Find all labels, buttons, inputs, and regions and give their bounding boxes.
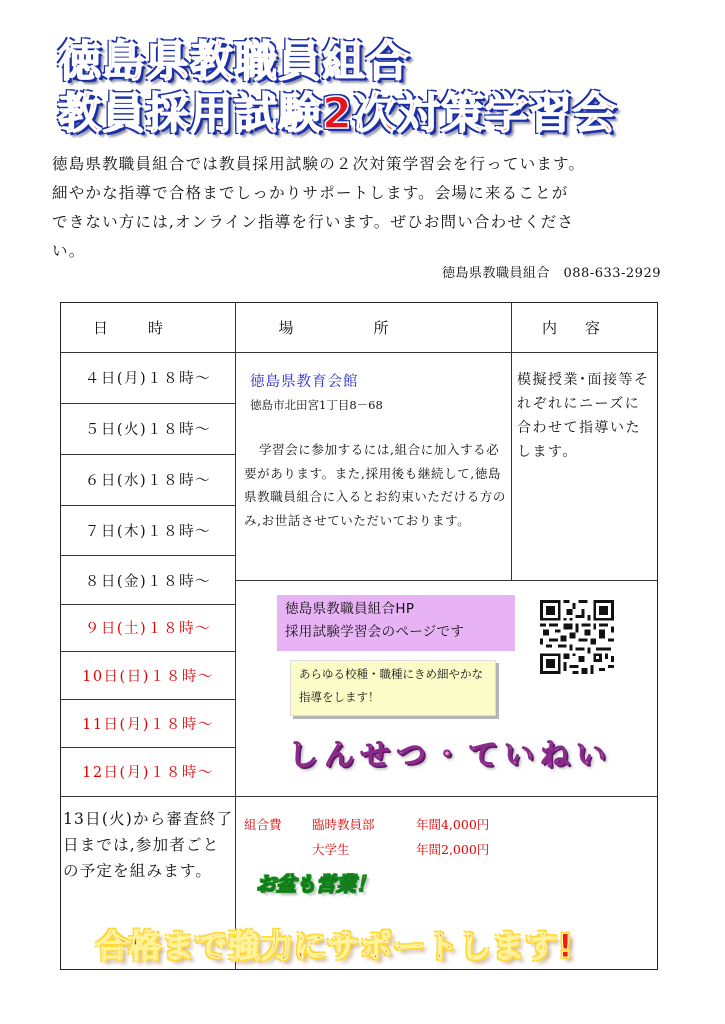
intro-text [52, 150, 682, 266]
date-cell: ７日(木)１８時～ [84, 523, 212, 540]
homepage-box-line: 採用試験学習会のページです [285, 624, 465, 640]
date-cell: ５日(火)１８時～ [84, 421, 212, 438]
date-cell-holiday: 10日(日)１８時～ [82, 668, 214, 685]
page-title-line1: 徳島県教職員組合 [58, 37, 410, 87]
fee-row [244, 837, 489, 862]
homepage-box-line: 徳島県教職員組合HP [285, 601, 415, 617]
header-content: 内容 [541, 318, 628, 337]
qr-code-icon[interactable] [540, 600, 614, 674]
contact-info: 徳島県教職員組合 088-633-2929 [442, 266, 661, 281]
obon-open-notice: お盆も営業！ [256, 872, 376, 896]
fee-amount: 年間4,000円 [416, 817, 490, 832]
fee-row [244, 812, 489, 837]
intro-line: い。 [52, 242, 86, 260]
date-cell-holiday: 11日(月)１８時～ [82, 716, 214, 733]
fee-category: 大学生 [312, 842, 350, 857]
table-divider [60, 796, 658, 797]
venue-note: 学習会に参加するには,組合に加入する必要があります。また,採用後も継続して,徳島県教職員組合に入るとお約束いただける方のみ,お世話させていただいております。 [244, 442, 507, 528]
fee-amount: 年間2,000円 [416, 842, 490, 857]
venue-name: 徳島県教育会館 [250, 374, 359, 390]
header-place: 場所 [278, 318, 469, 337]
intro-line: 徳島県教職員組合では教員採用試験の２次対策学習会を行っています。 [52, 155, 586, 173]
date-cell-holiday: ９日(土)１８時～ [84, 621, 212, 637]
fee-table [244, 812, 489, 862]
page-title-line2: 教員採用試験2次対策学習会 [58, 89, 617, 139]
date-cell: ６日(水)１８時～ [84, 472, 212, 489]
schedule-note: 13日(火)から審査終了日までは,参加者ごとの予定を組みます。 [63, 810, 234, 880]
date-cell-holiday: 12日(月)１８時～ [82, 765, 214, 781]
table-divider [235, 580, 658, 581]
fee-label: 組合費 [244, 817, 282, 832]
note-box [290, 660, 496, 716]
date-cell: ４日(月)１８時～ [84, 370, 212, 387]
date-cell: ８日(金)１８時～ [84, 573, 212, 590]
header-date: 日時 [92, 318, 203, 337]
fee-category: 臨時教員部 [312, 817, 375, 832]
intro-line: できない方には,オンライン指導を行います。ぜひお問い合わせくださ [52, 213, 575, 231]
intro-line: 細やかな指導で合格までしっかりサポートします。会場に来ることが [52, 184, 569, 202]
note-box-line: あらゆる校種・職種にきめ細やかな [299, 667, 483, 681]
content-description: 模擬授業･面接等それぞれにニーズに合わせて指導いたします。 [517, 372, 650, 460]
note-box-line: 指導をします！ [299, 690, 380, 704]
support-banner: 合格まで強力にサポートします! [96, 927, 574, 965]
homepage-box [277, 595, 515, 651]
venue-address: 徳島市北田宮1丁目8－68 [250, 398, 383, 412]
slogan: しんせつ・ていねい [288, 738, 612, 773]
table-divider [235, 302, 236, 970]
